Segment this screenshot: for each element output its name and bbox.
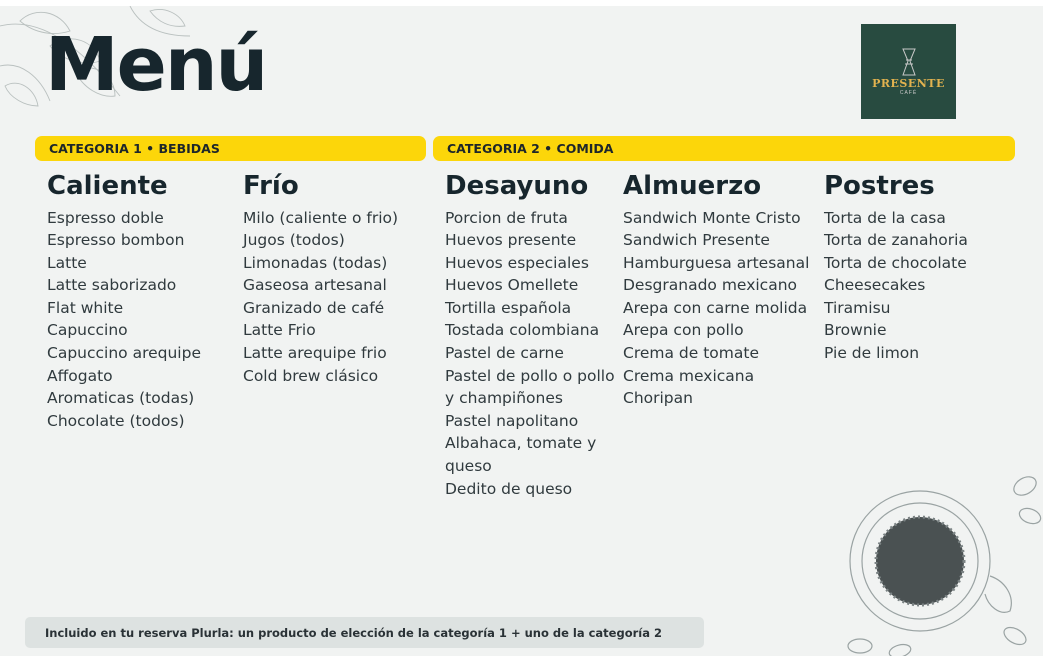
menu-item: Crema mexicana [623,366,755,385]
menu-item: Capuccino [47,321,128,340]
menu-page [0,6,1043,656]
menu-item: Torta de zanahoria [824,231,968,250]
section-title-desayuno: Desayuno [445,171,589,201]
menu-item: Latte Frio [243,321,316,340]
section-title-caliente: Caliente [47,171,168,201]
menu-item: Brownie [824,321,887,340]
menu-item: Huevos Omellete [445,276,579,295]
menu-item: Flat white [47,298,124,317]
menu-item: Tiramisu [824,298,891,317]
menu-item: Sandwich Monte Cristo [623,208,801,227]
menu-item: Torta de la casa [824,208,946,227]
menu-item: Gaseosa artesanal [243,276,387,295]
section-desayuno [445,170,615,500]
menu-item: Porcion de fruta [445,208,568,227]
menu-item: Huevos presente [445,231,577,250]
page-title: Menú [45,22,267,108]
section-almuerzo [623,170,809,410]
chemex-coffee-maker-icon [898,47,920,77]
section-title-almuerzo: Almuerzo [623,171,762,201]
menu-item: Espresso doble [47,208,164,227]
menu-item: Milo (caliente o frio) [243,208,399,227]
menu-item: Aromaticas (todas) [47,389,195,408]
menu-item: Arepa con pollo [623,321,744,340]
menu-item: Limonadas (todas) [243,253,388,272]
menu-item: Affogato [47,366,113,385]
menu-item: Choripan [623,389,693,408]
menu-item: queso [445,457,492,476]
section-caliente [47,170,201,432]
footer-note: Incluido en tu reserva Plurla: un producto de elección de la categoría 1 + uno de la categoría 2 [25,617,704,648]
menu-item: Latte arequipe frio [243,344,387,363]
menu-item: Cold brew clásico [243,366,379,385]
menu-item: Tostada colombiana [445,321,600,340]
menu-item: Espresso bombon [47,231,185,250]
section-title-frio: Frío [243,171,299,201]
menu-item: Capuccino arequipe [47,344,201,363]
section-title-postres: Postres [824,171,935,201]
menu-item: Hamburguesa artesanal [623,253,810,272]
menu-item: Desgranado mexicano [623,276,797,295]
items-frio [243,207,398,388]
menu-item: Pastel napolitano [445,411,579,430]
menu-item: Latte [47,253,87,272]
menu-item: Chocolate (todos) [47,411,185,430]
cafe-logo [861,24,956,119]
menu-item: Arepa con carne molida [623,298,808,317]
menu-item: y champiñones [445,389,563,408]
menu-item: Dedito de queso [445,479,573,498]
items-caliente [47,207,201,433]
menu-item: Cheesecakes [824,276,926,295]
menu-item: Tortilla española [445,298,572,317]
items-desayuno [445,207,615,501]
menu-item: Granizado de café [243,298,385,317]
items-almuerzo [623,207,809,410]
menu-item: Pastel de pollo o pollo [445,366,615,385]
menu-item: Pie de limon [824,344,920,363]
menu-item: Crema de tomate [623,344,759,363]
category-bar-bebidas: CATEGORIA 1 • BEBIDAS [35,136,426,161]
logo-subtitle: CAFÉ [899,90,918,96]
section-postres [824,170,968,365]
menu-item: Pastel de carne [445,344,564,363]
menu-item: Jugos (todos) [243,231,345,250]
logo-name: PRESENTE [872,77,945,90]
items-postres [824,207,968,365]
section-frio [243,170,398,387]
menu-item: Albahaca, tomate y [445,434,597,453]
menu-item: Sandwich Presente [623,231,770,250]
menu-item: Torta de chocolate [824,253,967,272]
category-bar-comida: CATEGORIA 2 • COMIDA [433,136,1015,161]
menu-item: Latte saborizado [47,276,177,295]
menu-item: Huevos especiales [445,253,589,272]
coffee-cup-decoration-icon [820,446,1043,656]
